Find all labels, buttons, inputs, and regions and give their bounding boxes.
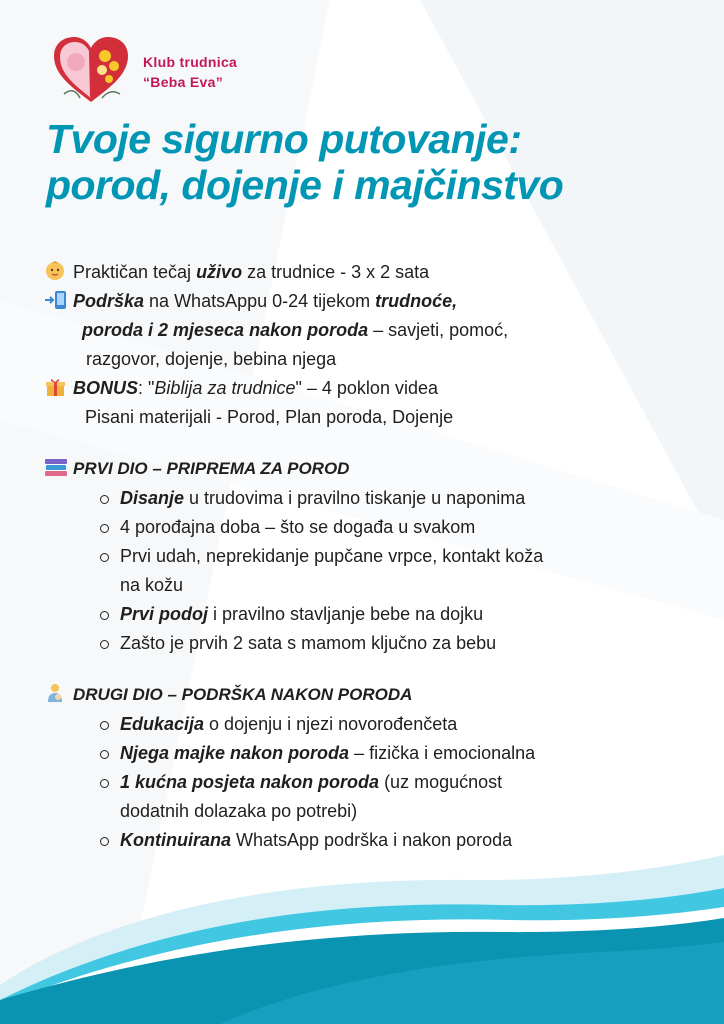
list-item: Kontinuirana WhatsApp podrška i nakon poroda	[100, 826, 710, 855]
intro-item-support: Podrška na WhatsAppu 0-24 tijekom trudnoće,	[44, 287, 714, 316]
page-title	[46, 116, 706, 208]
bullet-circle	[100, 553, 109, 562]
bullet-circle	[100, 495, 109, 504]
intro-item-support-line-3: razgovor, dojenje, bebina njega	[86, 349, 337, 369]
list-item: Njega majke nakon poroda – fizička i emocionalna	[100, 739, 710, 768]
section1-list	[100, 484, 710, 658]
bullet-circle	[100, 640, 109, 649]
section2-heading: DRUGI DIO – PODRŠKA NAKON PORODA	[44, 682, 704, 708]
bullet-circle	[100, 779, 109, 788]
bullet-circle	[100, 837, 109, 846]
intro-block	[44, 258, 714, 432]
bullet-circle	[100, 611, 109, 620]
list-item: Edukacija o dojenju i njezi novorođenčeta	[100, 710, 710, 739]
mobile-arrow-icon	[44, 290, 68, 310]
list-item: Disanje u trudovima i pravilno tiskanje u naponima	[100, 484, 710, 513]
brand-name	[143, 52, 237, 92]
intro-item-support-line-2: poroda i 2 mjeseca nakon poroda – savjeti, pomoć,	[82, 320, 509, 340]
bullet-circle	[100, 524, 109, 533]
books-icon	[44, 457, 68, 477]
title-line-2: porod, dojenje i majčinstvo	[46, 162, 564, 208]
baby-face-icon	[44, 261, 68, 281]
list-item: Zašto je prvih 2 sata s mamom ključno za bebu	[100, 629, 710, 658]
section1-heading: PRVI DIO – PRIPREMA ZA POROD	[44, 456, 704, 482]
title-line-1: Tvoje sigurno putovanje:	[46, 116, 522, 162]
list-item: 4 porođajna doba – što se događa u svakom	[100, 513, 710, 542]
brand-line-2: “Beba Eva”	[143, 74, 224, 90]
intro-item-course: Praktičan tečaj uživo za trudnice - 3 x 2 sata	[44, 258, 714, 287]
list-item: Prvi podoj i pravilno stavljanje bebe na dojku	[100, 600, 710, 629]
heart-logo-icon	[50, 34, 132, 106]
intro-item-bonus: BONUS: "Biblija za trudnice" – 4 poklon videa	[44, 374, 714, 403]
intro-item-materials: Pisani materijali - Porod, Plan poroda, Dojenje	[85, 407, 454, 427]
bullet-circle	[100, 750, 109, 759]
list-item: 1 kućna posjeta nakon poroda (uz mogućnost dodatnih dolazaka po potrebi)	[100, 768, 710, 826]
breastfeeding-icon	[44, 683, 68, 703]
brand-line-1: Klub trudnica	[143, 54, 238, 70]
list-item: Prvi udah, neprekidanje pupčane vrpce, kontakt koža na kožu	[100, 542, 710, 600]
bullet-circle	[100, 721, 109, 730]
section2-list	[100, 710, 710, 855]
gift-icon	[44, 377, 68, 397]
